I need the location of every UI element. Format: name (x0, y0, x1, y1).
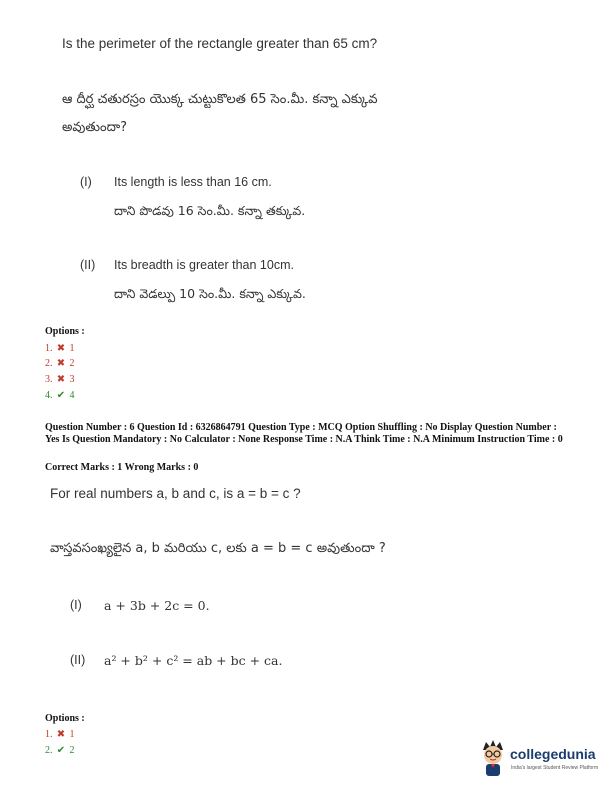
check-icon: ✔ (56, 390, 66, 401)
q5-statement-2-english: Its breadth is greater than 10cm. (114, 258, 294, 272)
q6-option-1 (45, 729, 75, 740)
q5-option-4 (45, 390, 75, 401)
q5-option-2 (45, 358, 75, 369)
q6-statement-1-label: (I) (70, 598, 82, 612)
logo-tagline: India's largest Student Review Platform (511, 765, 599, 771)
q6-statement-2-math: a² + b² + c² = ab + bc + ca. (104, 653, 283, 668)
option-value: 1 (69, 343, 75, 354)
option-number: 1. (45, 729, 53, 740)
q5-option-1 (45, 343, 75, 354)
q6-statement-1-math: a + 3b + 2c = 0. (104, 598, 210, 613)
option-number: 1. (45, 343, 53, 354)
cross-icon: ✖ (56, 729, 66, 740)
q6-meta-info: Question Number : 6 Question Id : 6326864791 Question Type : MCQ Option Shuffling : No Display Question Number : Yes Is Question Mandatory : No Calculator : None Response Time : N.A Think Time : N.A Minimum Instruction Time : 0 (45, 422, 563, 445)
q5-statement-1-telugu: దాని పొడవు 16 సెం.మీ. కన్నా తక్కువ. (114, 203, 306, 218)
cross-icon: ✖ (56, 374, 66, 385)
option-number: 2. (45, 745, 53, 756)
q6-marks-info: Correct Marks : 1 Wrong Marks : 0 (45, 462, 199, 473)
mascot-icon (478, 738, 508, 778)
option-value: 1 (69, 729, 75, 740)
q5-statement-1-label: (I) (80, 175, 92, 189)
option-value: 3 (69, 374, 75, 385)
option-number: 3. (45, 374, 53, 385)
q6-option-2 (45, 745, 75, 756)
option-value: 2 (69, 745, 75, 756)
q5-english-question: Is the perimeter of the rectangle greater than 65 cm? (62, 36, 378, 51)
option-value: 4 (69, 390, 75, 401)
option-number: 4. (45, 390, 53, 401)
check-icon: ✔ (56, 745, 66, 756)
q6-options-heading: Options : (45, 713, 85, 724)
cross-icon: ✖ (56, 343, 66, 354)
q5-statement-2-label: (II) (80, 258, 96, 272)
q6-statement-2-label: (II) (70, 653, 86, 667)
option-number: 2. (45, 358, 53, 369)
q5-telugu-question-line2: అవుతుందా? (62, 120, 127, 135)
cross-icon: ✖ (56, 358, 66, 369)
q5-options-heading: Options : (45, 326, 85, 337)
q6-telugu-question: వాస్తవసంఖ్యలైన a, b మరియు c, లకు a = b = c అవుతుందా ? (50, 541, 386, 556)
q5-statement-2-telugu: దాని వెడల్పు 10 సెం.మీ. కన్నా ఎక్కువ. (114, 286, 306, 301)
q5-telugu-question-line1: ఆ దీర్ఘ చతురస్రం యొక్క చుట్టుకొలత 65 సెం.మీ. కన్నా ఎక్కువ (62, 92, 378, 107)
option-value: 2 (69, 358, 75, 369)
q5-statement-1-english: Its length is less than 16 cm. (114, 175, 272, 189)
collegedunia-logo (478, 736, 608, 780)
q5-option-3 (45, 374, 75, 385)
logo-name: collegedunia (510, 746, 596, 762)
q6-english-question: For real numbers a, b and c, is a = b = c ? (50, 486, 301, 501)
